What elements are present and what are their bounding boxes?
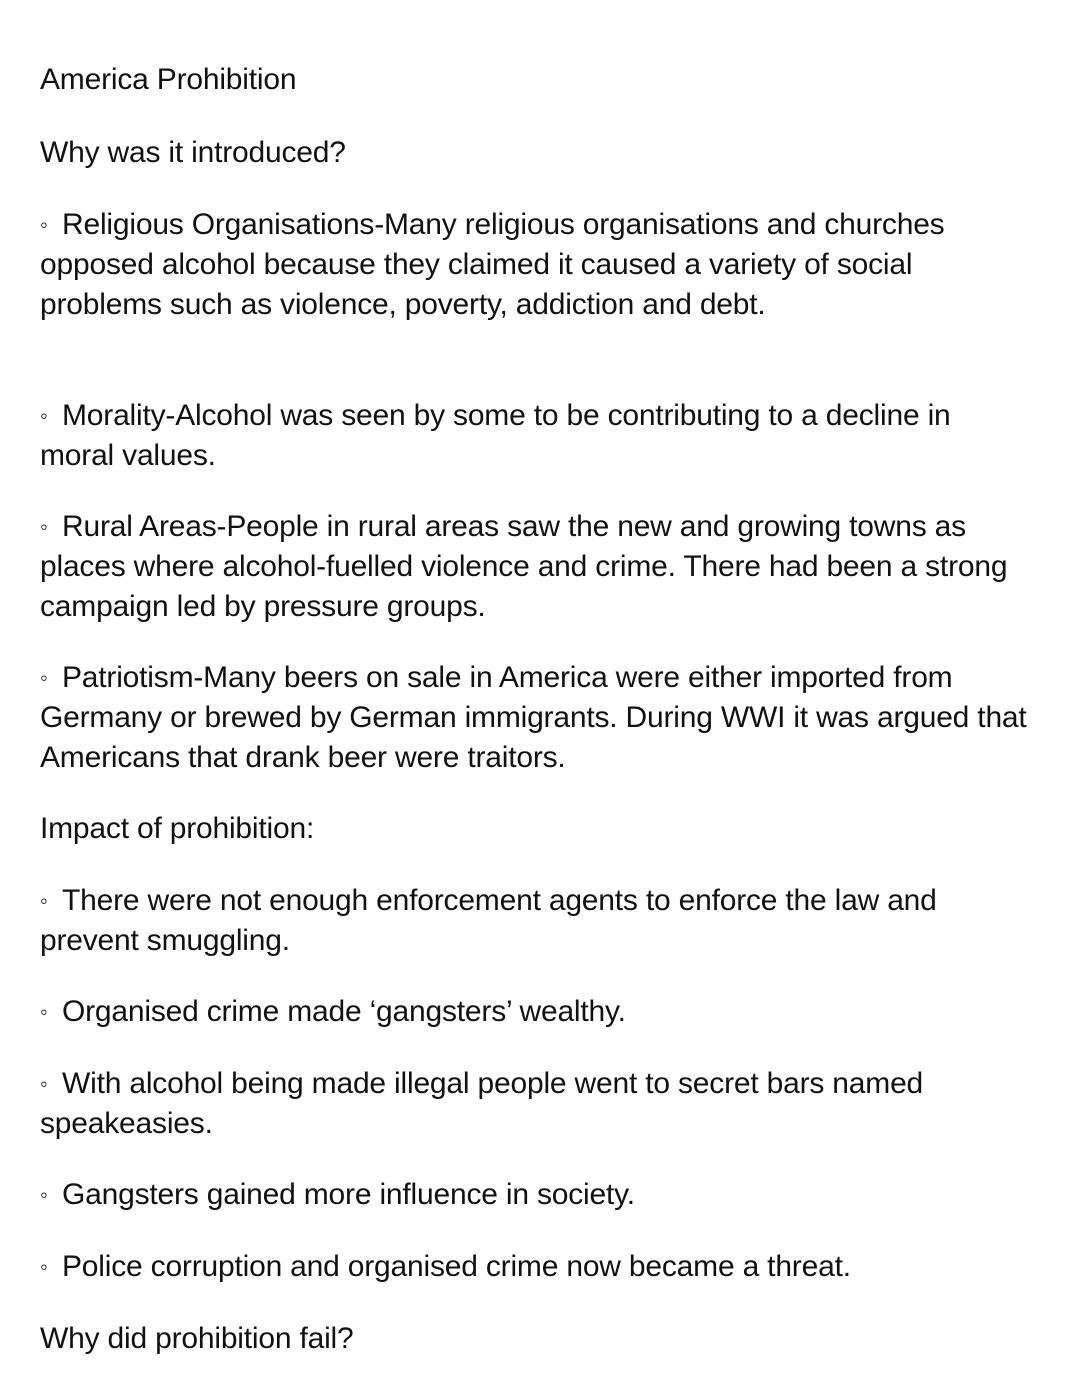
bullet-item-speakeasies bbox=[40, 1064, 1030, 1144]
bullet-text: Religious Organisations-Many religious organisations and churches opposed alcohol because they claimed it caused a variety of social problems such as violence, poverty, addiction and debt. bbox=[40, 208, 945, 321]
bullet-text: Patriotism-Many beers on sale in America were either imported from Germany or brewed by German immigrants. During WWI it was argued that Americans that drank beer were traitors. bbox=[40, 661, 1027, 774]
bullet-item-religious bbox=[40, 205, 1030, 325]
bullet-item-morality bbox=[40, 396, 1030, 476]
bullet-text: Morality-Alcohol was seen by some to be contributing to a decline in moral values. bbox=[40, 399, 951, 472]
section-heading-impact: Impact of prohibition: bbox=[40, 812, 315, 845]
section-heading-fail: Why did prohibition fail? bbox=[40, 1322, 354, 1355]
bullet-icon: ◦ bbox=[40, 1254, 48, 1279]
bullet-icon: ◦ bbox=[40, 212, 48, 237]
bullet-item-patriotism bbox=[40, 658, 1030, 778]
bullet-icon: ◦ bbox=[40, 1071, 48, 1096]
bullet-icon: ◦ bbox=[40, 1182, 48, 1207]
bullet-text: With alcohol being made illegal people went to secret bars named speakeasies. bbox=[40, 1067, 924, 1140]
bullet-icon: ◦ bbox=[40, 665, 48, 690]
bullet-item-organised-crime bbox=[40, 992, 1030, 1032]
bullet-icon: ◦ bbox=[40, 403, 48, 428]
bullet-item-rural bbox=[40, 507, 1030, 627]
bullet-item-police bbox=[40, 1247, 1030, 1287]
bullet-item-enforcement bbox=[40, 881, 1030, 961]
bullet-text: Organised crime made ‘gangsters’ wealthy. bbox=[62, 995, 626, 1028]
bullet-icon: ◦ bbox=[40, 999, 48, 1024]
bullet-text: Gangsters gained more influence in society. bbox=[62, 1178, 635, 1211]
bullet-text: Rural Areas-People in rural areas saw the new and growing towns as places where alcohol-fuelled violence and crime. There had been a strong campaign led by pressure groups. bbox=[40, 510, 1008, 623]
bullet-icon: ◦ bbox=[40, 514, 48, 539]
bullet-text: There were not enough enforcement agents to enforce the law and prevent smuggling. bbox=[40, 884, 937, 957]
bullet-icon: ◦ bbox=[40, 888, 48, 913]
bullet-text: Police corruption and organised crime now became a threat. bbox=[62, 1250, 851, 1283]
bullet-item-gangsters bbox=[40, 1175, 1030, 1215]
note-title: America Prohibition bbox=[40, 63, 297, 96]
section-heading-introduced: Why was it introduced? bbox=[40, 136, 346, 169]
